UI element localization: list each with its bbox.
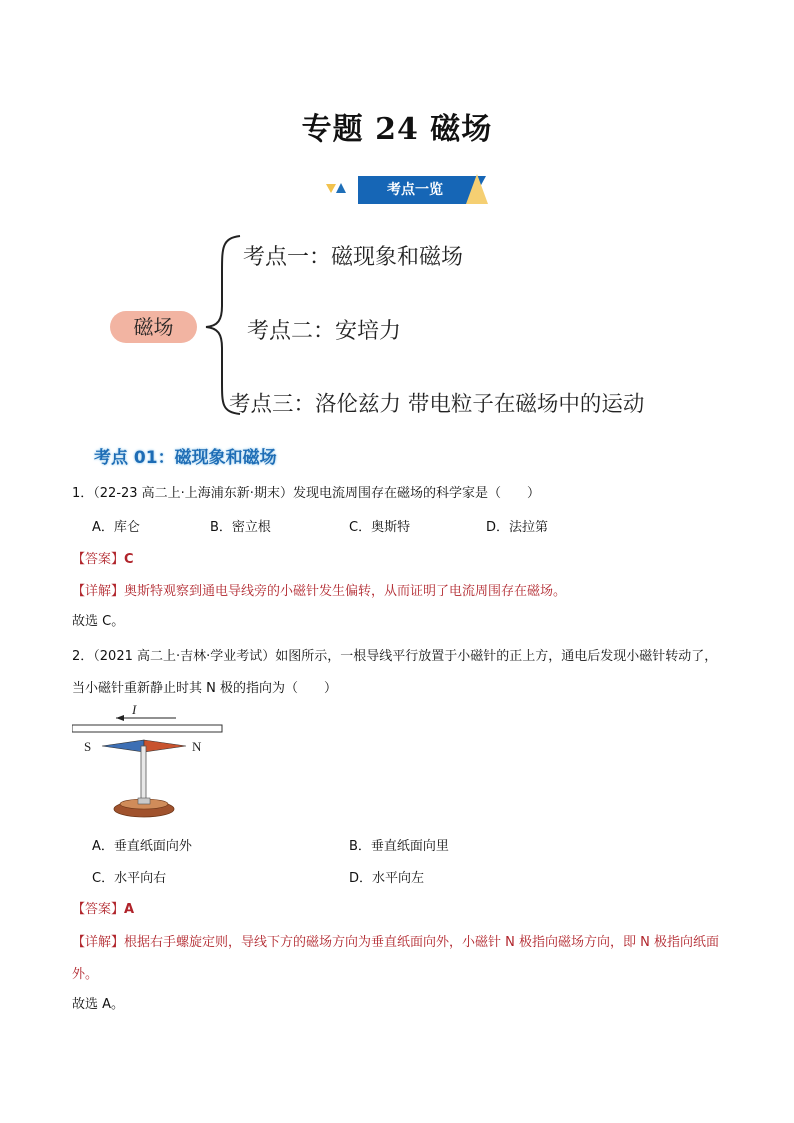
detail-tag: 【详解】 — [72, 584, 125, 599]
q1-option-b: B．密立根 — [210, 520, 271, 535]
q2-option-c: C．水平向右 — [92, 871, 167, 886]
detail-text: 根据右手螺旋定则，导线下方的磁场方向为垂直纸面向外，小磁针 N 极指向磁场方向，即 N 极指向纸面外。 — [72, 935, 719, 982]
q2-option-d: D．水平向左 — [349, 871, 425, 886]
answer-value: C — [124, 552, 134, 567]
overview-label: 考点一览 — [387, 182, 443, 198]
q2-option-a: A．垂直纸面向外 — [92, 839, 192, 854]
detail-tag: 【详解】 — [72, 935, 125, 950]
triangle-icon — [466, 174, 488, 204]
mindmap-branch-1: 考点一：磁现象和磁场 — [243, 245, 464, 270]
page-title: 专题 24 磁场 — [301, 112, 493, 147]
triangle-icon — [326, 184, 336, 193]
compass-wire-figure — [72, 698, 232, 818]
north-label: N — [192, 739, 202, 754]
answer-tag: 【答案】 — [72, 552, 125, 567]
south-label: S — [84, 739, 92, 754]
q1-option-a: A．库仑 — [92, 520, 140, 535]
question-1-stem: 1．（22-23 高二上·上海浦东新·期末）发现电流周围存在磁场的科学家是（ ） — [72, 486, 540, 501]
mindmap-branch-3: 考点三：洛伦兹力 带电粒子在磁场中的运动 — [229, 392, 645, 417]
mindmap-branch-2: 考点二：安培力 — [247, 319, 402, 344]
overview-banner — [324, 172, 494, 208]
q2-conclusion: 故选 A。 — [72, 997, 125, 1012]
q1-answer — [72, 548, 134, 567]
detail-text: 奥斯特观察到通电导线旁的小磁针发生偏转，从而证明了电流周围存在磁场。 — [124, 584, 567, 599]
q1-option-d: D．法拉第 — [486, 520, 549, 535]
answer-tag: 【答案】 — [72, 902, 125, 917]
q2-option-b: B．垂直纸面向里 — [349, 839, 449, 854]
answer-value: A — [124, 902, 135, 917]
section-heading: 考点 01：磁现象和磁场 — [94, 448, 277, 468]
q1-detail — [72, 580, 566, 599]
triangle-icon — [336, 183, 346, 193]
q2-answer — [72, 898, 134, 917]
q1-option-c: C．奥斯特 — [349, 520, 411, 535]
mindmap-root: 磁场 — [110, 311, 197, 343]
q2-detail — [72, 927, 732, 991]
q1-conclusion: 故选 C。 — [72, 614, 125, 629]
question-2-stem: 2．（2021 高二上·吉林·学业考试）如图所示，一根导线平行放置于小磁针的正上方，通电后发现小磁针转动了，当小磁针重新静止时其 N 极的指向为（ ） — [72, 649, 718, 696]
current-label: I — [132, 702, 137, 717]
